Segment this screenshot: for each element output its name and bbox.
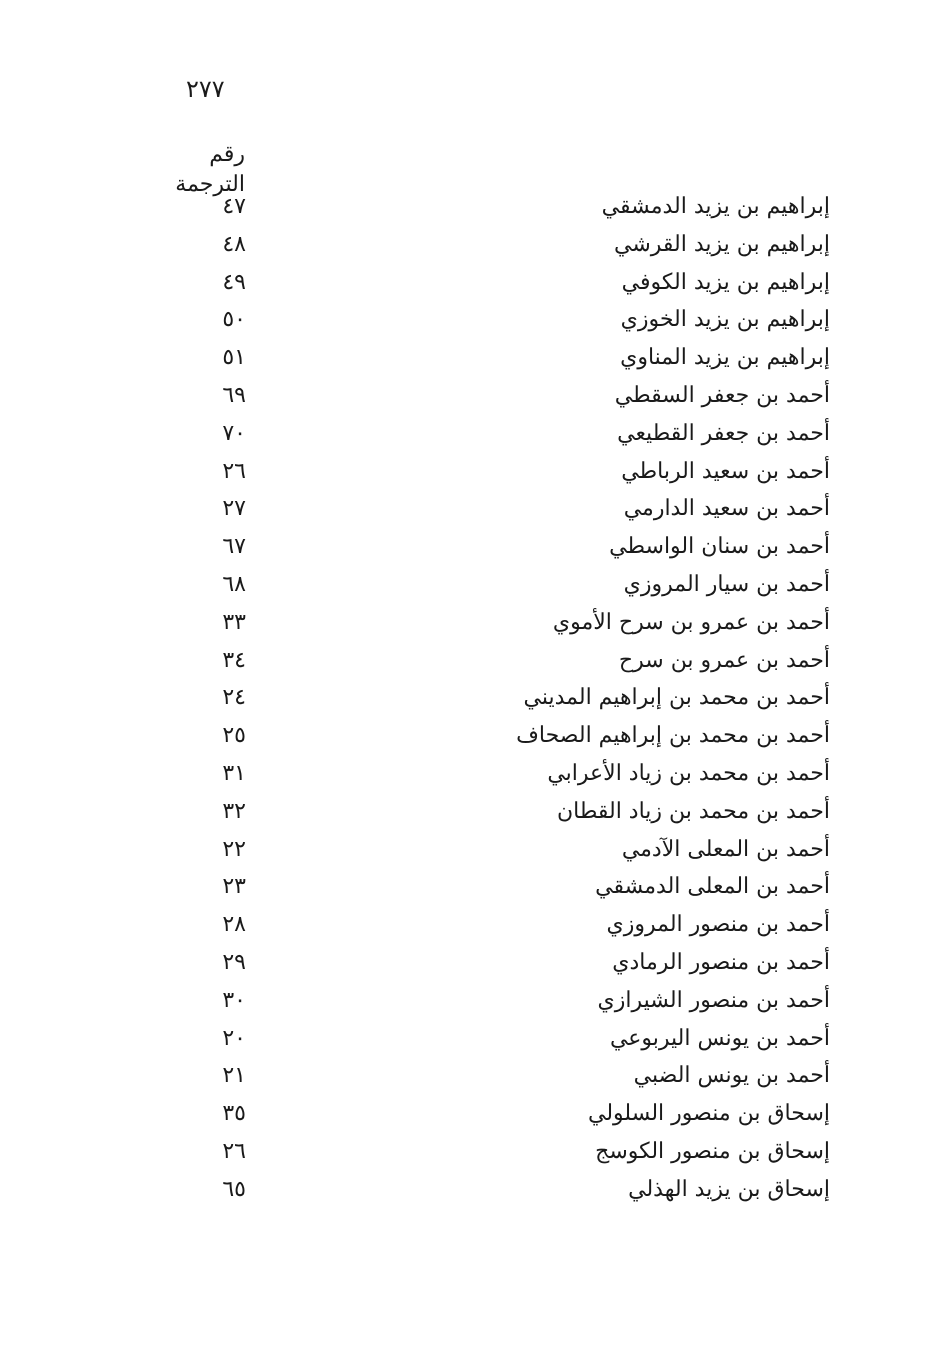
index-row (150, 340, 830, 378)
index-row (150, 265, 830, 303)
entry-name: أحمد بن محمد بن زياد الأعرابي (547, 760, 830, 786)
entry-name: أحمد بن عمرو بن سرح (618, 647, 830, 673)
entry-number: ٤٧ (222, 194, 246, 219)
index-row (150, 605, 830, 643)
entry-number: ٢٤ (222, 685, 246, 711)
entry-number: ٣٣ (222, 609, 246, 635)
entry-name: أحمد بن يونس الضبي (633, 1063, 830, 1089)
entry-name: أحمد بن سيار المروزي (623, 571, 830, 597)
index-row (150, 832, 830, 870)
index-row (150, 1172, 830, 1210)
column-header-translation-number: رقم الترجمة (175, 142, 245, 197)
index-row (150, 1134, 830, 1172)
entry-name: أحمد بن جعفر السقطي (614, 382, 830, 408)
index-row (150, 794, 830, 832)
entry-number: ٢٢ (222, 836, 246, 862)
index-row (150, 907, 830, 945)
entry-number: ٢٩ (222, 949, 246, 975)
entry-name: أحمد بن محمد بن إبراهيم الصحاف (516, 723, 830, 749)
entry-name: إسحاق بن منصور الكوسج (595, 1138, 830, 1164)
name-index-list (150, 189, 830, 1210)
index-row (150, 1021, 830, 1059)
entry-name: أحمد بن عمرو بن سرح الأموي (552, 609, 830, 635)
entry-name: أحمد بن جعفر القطيعي (617, 420, 830, 446)
entry-name: إبراهيم بن يزيد القرشي (613, 231, 830, 257)
entry-number: ٦٩ (222, 382, 246, 408)
entry-number: ٢٣ (222, 874, 246, 900)
index-row (150, 491, 830, 529)
entry-number: ٦٨ (222, 571, 246, 597)
entry-name: إسحاق بن منصور السلولي (588, 1101, 830, 1127)
entry-number: ٣١ (222, 760, 246, 786)
entry-name: أحمد بن منصور الرمادي (612, 949, 830, 975)
entry-number: ٢٦ (222, 1138, 246, 1164)
entry-number: ٣٤ (222, 647, 246, 673)
index-row (150, 189, 830, 227)
entry-name: أحمد بن سنان الواسطي (609, 534, 830, 560)
index-row (150, 567, 830, 605)
entry-name: إسحاق بن يزيد الهذلي (628, 1176, 830, 1202)
entry-name: إبراهيم بن يزيد الدمشقي (601, 194, 830, 219)
entry-number: ٤٩ (222, 269, 246, 295)
entry-number: ٦٥ (222, 1176, 246, 1202)
entry-number: ٣٥ (222, 1101, 246, 1127)
entry-name: أحمد بن سعيد الرباطي (621, 458, 830, 484)
entry-name: أحمد بن المعلى الآدمي (621, 836, 830, 862)
entry-number: ٣٢ (222, 798, 246, 824)
entry-name: إبراهيم بن يزيد الخوزي (620, 307, 830, 333)
entry-number: ٢٦ (222, 458, 246, 484)
entry-number: ٦٧ (222, 534, 246, 560)
entry-number: ٢٥ (222, 723, 246, 749)
index-row (150, 416, 830, 454)
index-row (150, 1096, 830, 1134)
entry-name: أحمد بن منصور المروزي (606, 912, 830, 938)
entry-name: أحمد بن محمد بن إبراهيم المديني (523, 685, 830, 711)
index-row (150, 454, 830, 492)
entry-number: ٢١ (222, 1063, 246, 1089)
entry-name: إبراهيم بن يزيد المناوي (620, 345, 830, 371)
entry-number: ٢٧ (222, 496, 246, 522)
entry-number: ٥٠ (222, 307, 246, 333)
entry-number: ٧٠ (222, 420, 246, 446)
entry-number: ٥١ (222, 345, 246, 371)
index-row (150, 869, 830, 907)
page-number: ٢٧٧ (186, 75, 225, 103)
index-row (150, 680, 830, 718)
entry-number: ٢٨ (222, 912, 246, 938)
entry-name: أحمد بن محمد بن زياد القطان (556, 798, 830, 824)
index-row (150, 718, 830, 756)
index-row (150, 1058, 830, 1096)
entry-number: ٢٠ (222, 1025, 246, 1051)
index-row (150, 227, 830, 265)
entry-number: ٤٨ (222, 231, 246, 257)
entry-name: أحمد بن يونس اليربوعي (609, 1025, 830, 1051)
index-row (150, 643, 830, 681)
index-row (150, 945, 830, 983)
index-row (150, 983, 830, 1021)
entry-number: ٣٠ (222, 987, 246, 1013)
entry-name: إبراهيم بن يزيد الكوفي (621, 269, 830, 295)
index-row (150, 302, 830, 340)
entry-name: أحمد بن سعيد الدارمي (623, 496, 830, 522)
entry-name: أحمد بن المعلى الدمشقي (595, 874, 830, 900)
index-row (150, 756, 830, 794)
entry-name: أحمد بن منصور الشيرازي (597, 987, 830, 1013)
index-row (150, 378, 830, 416)
index-row (150, 529, 830, 567)
